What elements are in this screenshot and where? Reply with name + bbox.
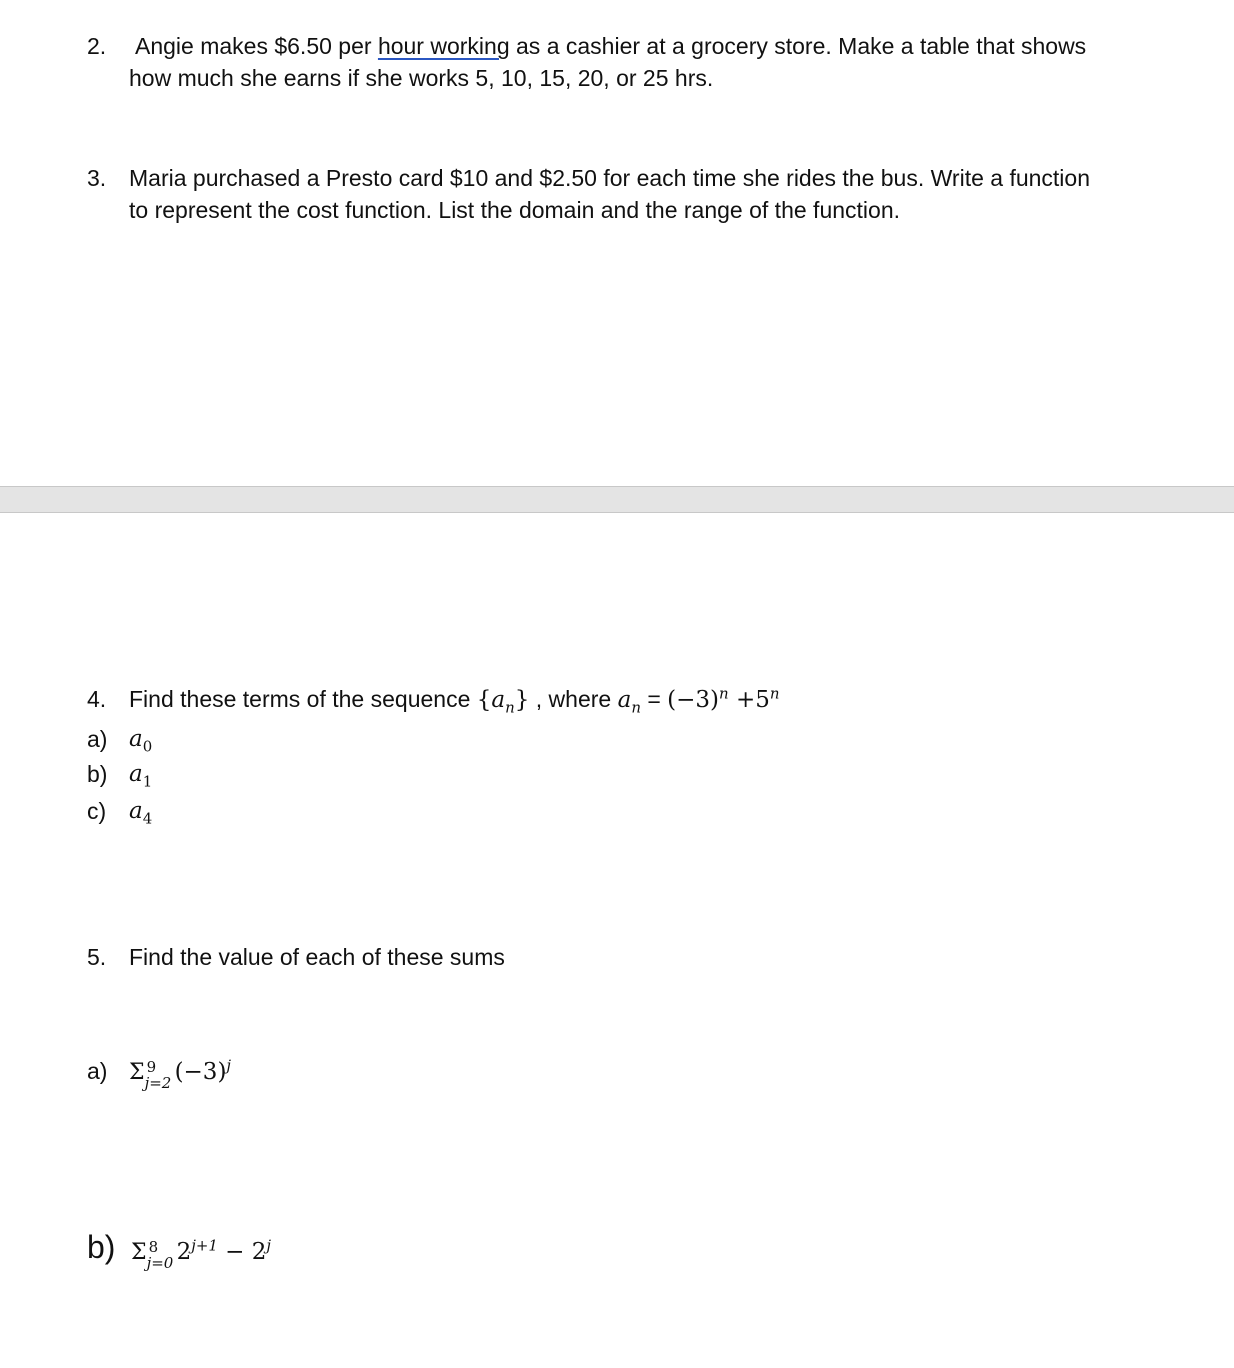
question-number: 3.	[87, 165, 107, 191]
document-page-2	[0, 513, 1234, 1368]
page-break	[0, 486, 1234, 513]
formula: $a_n = (-3)^n +5^n$	[617, 684, 780, 717]
question-text: Maria purchased a Presto card $10 and $2.50 for each time she rides the bus. Write a function	[129, 165, 1091, 191]
question-text: as a cashier at a grocery store. Make a table that shows	[509, 33, 1087, 59]
term: $a_4$	[129, 798, 153, 828]
question-text: Find the value of each of these sums	[129, 944, 505, 970]
part-label: b)	[87, 1229, 116, 1265]
spellcheck-flagged-text[interactable]: hour working	[377, 33, 510, 59]
question-number: 2.	[87, 33, 107, 59]
summation: Σ 9 j=2 $(-3)^j$	[129, 1056, 232, 1092]
part-label: c)	[87, 798, 107, 824]
question-number: 4.	[87, 686, 107, 712]
part-label: a)	[87, 1058, 108, 1084]
document-page-1	[0, 0, 1234, 486]
sequence-notation: $\{a_n\}$	[476, 687, 530, 717]
summation: Σ 8 j=0 $2^{j+1} - 2^j$	[131, 1236, 272, 1272]
term: $a_0$	[129, 726, 153, 756]
question-text: to represent the cost function. List the domain and the range of the function.	[129, 197, 900, 223]
question-4-part-b	[87, 758, 153, 791]
term: $a_1$	[129, 761, 153, 791]
question-text: how much she earns if she works 5, 10, 15, 20, or 25 hrs.	[129, 65, 714, 91]
question-text: Angie makes $6.50 per	[135, 33, 378, 59]
question-5-part-b	[87, 1229, 272, 1272]
part-label: b)	[87, 761, 108, 787]
question-number: 5.	[87, 944, 107, 970]
question-5-part-a	[87, 1055, 232, 1092]
question-4-part-c	[87, 795, 153, 828]
question-text: Find these terms of the sequence	[129, 686, 477, 712]
question-text: , where	[529, 686, 618, 712]
question-4-part-a	[87, 723, 153, 756]
part-label: a)	[87, 726, 108, 752]
